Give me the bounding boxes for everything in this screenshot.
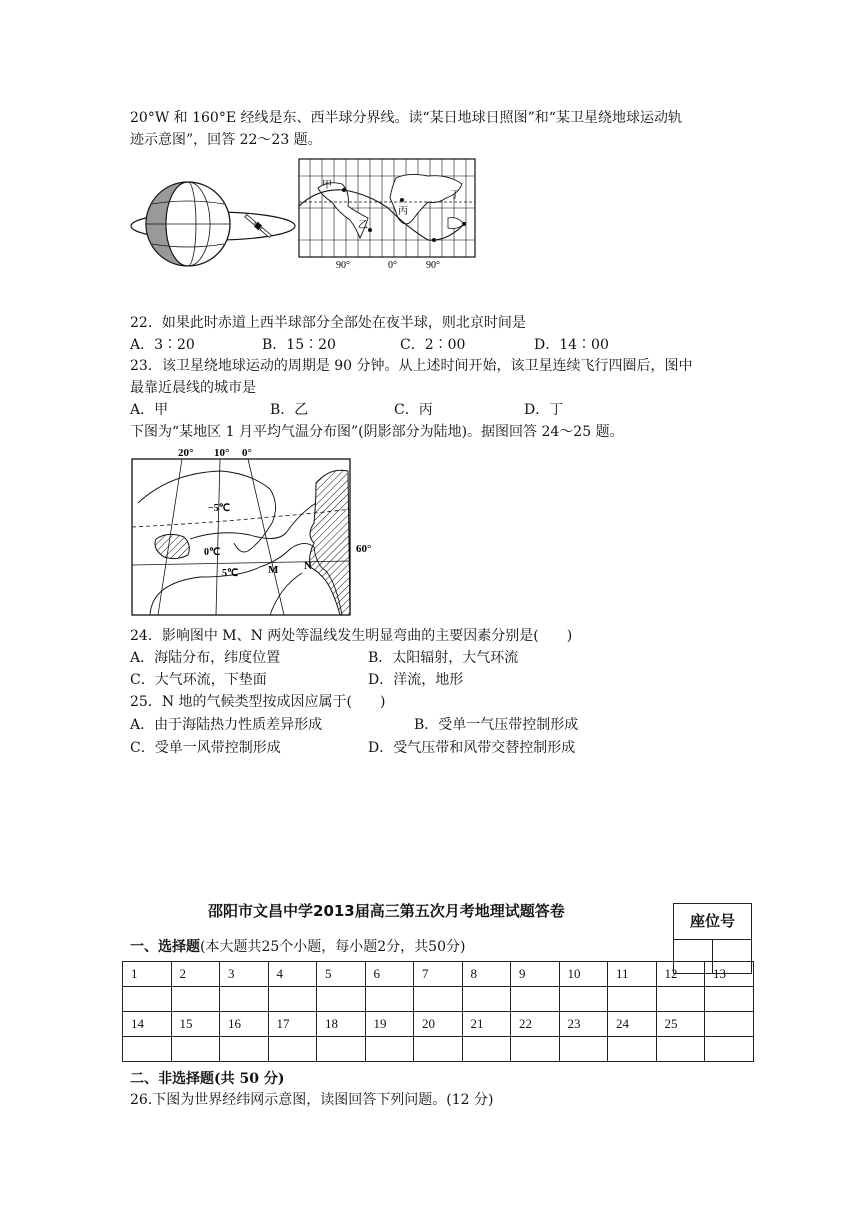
answer-cell[interactable] [317,987,366,1012]
answer-cell[interactable] [656,1037,705,1062]
q25-option-d: D．受气压带和风带交替控制形成 [368,740,576,756]
label-bing: 丙 [398,206,408,217]
tick-90w: 90° [336,260,350,271]
answer-cell[interactable] [317,1037,366,1062]
q24-option-c: C．大气环流，下垫面 [130,672,267,688]
grid-cell: 6 [365,962,414,987]
grid-cell: 3 [220,962,269,987]
answer-cell[interactable] [608,987,657,1012]
q23-option-c: C．丙 [394,402,433,418]
q23-stem-1: 23．该卫星绕地球运动的周期是 90 分钟。从上述时间开始，该卫星连续飞行四圈后，图中 [130,358,693,374]
grid-cell: 19 [365,1012,414,1037]
lon-10: 10° [214,447,230,459]
tick-90e: 90° [426,260,440,271]
grid-cell: 7 [414,962,463,987]
answer-cell[interactable] [414,1037,463,1062]
grid-cell: 18 [317,1012,366,1037]
answer-grid-number-row-1 [123,962,754,987]
q25-option-c: C．受单一风带控制形成 [130,740,281,756]
label-ding: 丁 [450,190,460,201]
lat-60: 60° [356,543,372,555]
grid-cell: 24 [608,1012,657,1037]
q22-option-c: C．2∶00 [400,337,466,353]
label-yi: 乙 [358,220,368,231]
q25-option-b: B．受单一气压带控制形成 [414,717,579,733]
q24-option-d: D．洋流，地形 [368,672,464,688]
grid-cell: 25 [656,1012,705,1037]
isotherm-map-figure [130,443,382,619]
q23-option-a: A．甲 [130,402,169,418]
q24-option-a: A．海陆分布，纬度位置 [130,650,281,666]
answer-grid [122,961,754,1062]
iso-minus5: −5℃ [208,503,230,514]
q25-stem: 25．N 地的气候类型按成因应属于( ) [130,694,386,710]
iso-0: 0℃ [204,547,221,558]
q22-option-d: D．14∶00 [534,337,609,353]
grid-cell: 1 [123,962,172,987]
section-2-heading: 二、非选择题(共 50 分) [130,1071,285,1087]
grid-cell: 12 [656,962,705,987]
answer-cell[interactable] [705,987,754,1012]
answer-cell[interactable] [220,1037,269,1062]
grid-cell: 11 [608,962,657,987]
label-jia: 甲 [322,180,332,191]
point-m: M [268,564,279,576]
answer-cell[interactable] [608,1037,657,1062]
grid-cell: 16 [220,1012,269,1037]
iso-5: 5℃ [222,568,239,579]
intro-line-1: 20°W 和 160°E 经线是东、西半球分界线。读“某日地球日照图”和“某卫星绕地球运动轨 [130,110,682,126]
grid-cell: 23 [559,1012,608,1037]
grid-cell: 20 [414,1012,463,1037]
answer-cell[interactable] [559,1037,608,1062]
section-1-note: (本大题共25个小题，每小题2分，共50分) [200,939,466,955]
answer-cell[interactable] [511,987,560,1012]
lon-20: 20° [178,447,194,459]
grid-cell: 22 [511,1012,560,1037]
answer-cell[interactable] [656,987,705,1012]
world-map-figure [298,158,476,274]
grid-cell: 21 [462,1012,511,1037]
intro-line-2: 迹示意图”，回答 22～23 题。 [130,132,322,148]
answer-cell[interactable] [365,1037,414,1062]
answer-cell[interactable] [705,1037,754,1062]
answer-cell[interactable] [123,1037,172,1062]
grid-cell: 10 [559,962,608,987]
grid-cell: 15 [171,1012,220,1037]
section-1-title: 一、选择题 [130,939,200,955]
q23-option-b: B．乙 [270,402,309,418]
globe-orbit-figure [128,176,298,276]
seat-number-label: 座位号 [674,904,751,940]
grid-cell: 5 [317,962,366,987]
answer-cell[interactable] [171,1037,220,1062]
answer-grid-blank-row-1 [123,987,754,1012]
grid-cell: 9 [511,962,560,987]
answer-cell[interactable] [365,987,414,1012]
answer-grid-number-row-2 [123,1012,754,1037]
answer-cell[interactable] [220,987,269,1012]
q23-stem-2: 最靠近晨线的城市是 [130,380,256,396]
answer-grid-blank-row-2 [123,1037,754,1062]
grid-cell: 4 [268,962,317,987]
grid-cell: 8 [462,962,511,987]
q22-option-a: A．3∶20 [130,337,195,353]
answer-cell[interactable] [268,1037,317,1062]
q26-stem: 26.下图为世界经纬网示意图，读图回答下列问题。(12 分) [130,1092,494,1108]
lon-0: 0° [242,447,252,459]
tick-0: 0° [388,260,397,271]
q22-stem: 22．如果此时赤道上西半球部分全部处在夜半球，则北京时间是 [130,315,526,331]
grid-cell: 17 [268,1012,317,1037]
q25-option-a: A．由于海陆热力性质差异形成 [130,717,323,733]
answer-cell[interactable] [123,987,172,1012]
q23-option-d: D．丁 [524,402,564,418]
grid-cell [705,1012,754,1037]
answer-cell[interactable] [462,987,511,1012]
intro-2: 下图为“某地区 1 月平均气温分布图”(阴影部分为陆地)。据图回答 24～25 题。 [130,424,624,440]
point-n: N [304,560,312,572]
grid-cell: 13 [705,962,754,987]
section-1-heading [130,936,465,956]
grid-cell: 14 [123,1012,172,1037]
answer-cell[interactable] [559,987,608,1012]
answer-sheet-title: 邵阳市文昌中学2013届高三第五次月考地理试题答卷 [208,902,565,920]
q22-option-b: B．15∶20 [262,337,336,353]
grid-cell: 2 [171,962,220,987]
answer-cell[interactable] [462,1037,511,1062]
q24-option-b: B．太阳辐射，大气环流 [368,650,519,666]
answer-cell[interactable] [171,987,220,1012]
answer-cell[interactable] [268,987,317,1012]
q24-stem: 24．影响图中 M、N 两处等温线发生明显弯曲的主要因素分别是( ) [130,628,573,644]
answer-cell[interactable] [414,987,463,1012]
answer-cell[interactable] [511,1037,560,1062]
